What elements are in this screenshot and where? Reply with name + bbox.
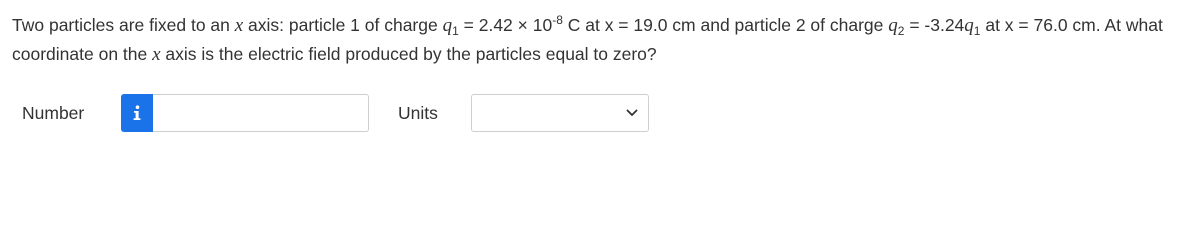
question-segment: = 2.42 × 10 bbox=[458, 15, 553, 35]
question-segment: Two particles are fixed to an bbox=[12, 15, 235, 35]
question-segment: C at x = 19.0 cm and particle 2 of charge bbox=[562, 15, 889, 35]
subscript: 2 bbox=[897, 24, 905, 38]
question-segment: = -3.24 bbox=[904, 15, 965, 35]
question-segment: axis is the electric field produced by the particles equal to zero? bbox=[160, 44, 657, 64]
units-dropdown[interactable] bbox=[471, 94, 649, 132]
subscript: 1 bbox=[973, 24, 981, 38]
question-segment: axis: particle 1 of charge bbox=[243, 15, 443, 35]
exponent: -8 bbox=[552, 13, 563, 27]
question-text bbox=[12, 11, 1172, 69]
chevron-down-icon bbox=[626, 109, 638, 117]
answer-row bbox=[0, 92, 1186, 134]
number-label: Number bbox=[22, 103, 85, 123]
units-label: Units bbox=[398, 103, 438, 123]
info-icon bbox=[133, 105, 141, 121]
number-input[interactable] bbox=[153, 94, 369, 132]
question-segment: at x = 76.0 cm. At what coordinate on the bbox=[12, 15, 1163, 64]
info-button[interactable] bbox=[121, 94, 153, 132]
variable-q: q bbox=[964, 15, 974, 36]
variable-x: x bbox=[234, 15, 244, 36]
subscript: 1 bbox=[452, 24, 459, 38]
variable-q: q bbox=[442, 15, 453, 36]
variable-q: q bbox=[888, 15, 898, 36]
variable-x: x bbox=[152, 44, 161, 65]
